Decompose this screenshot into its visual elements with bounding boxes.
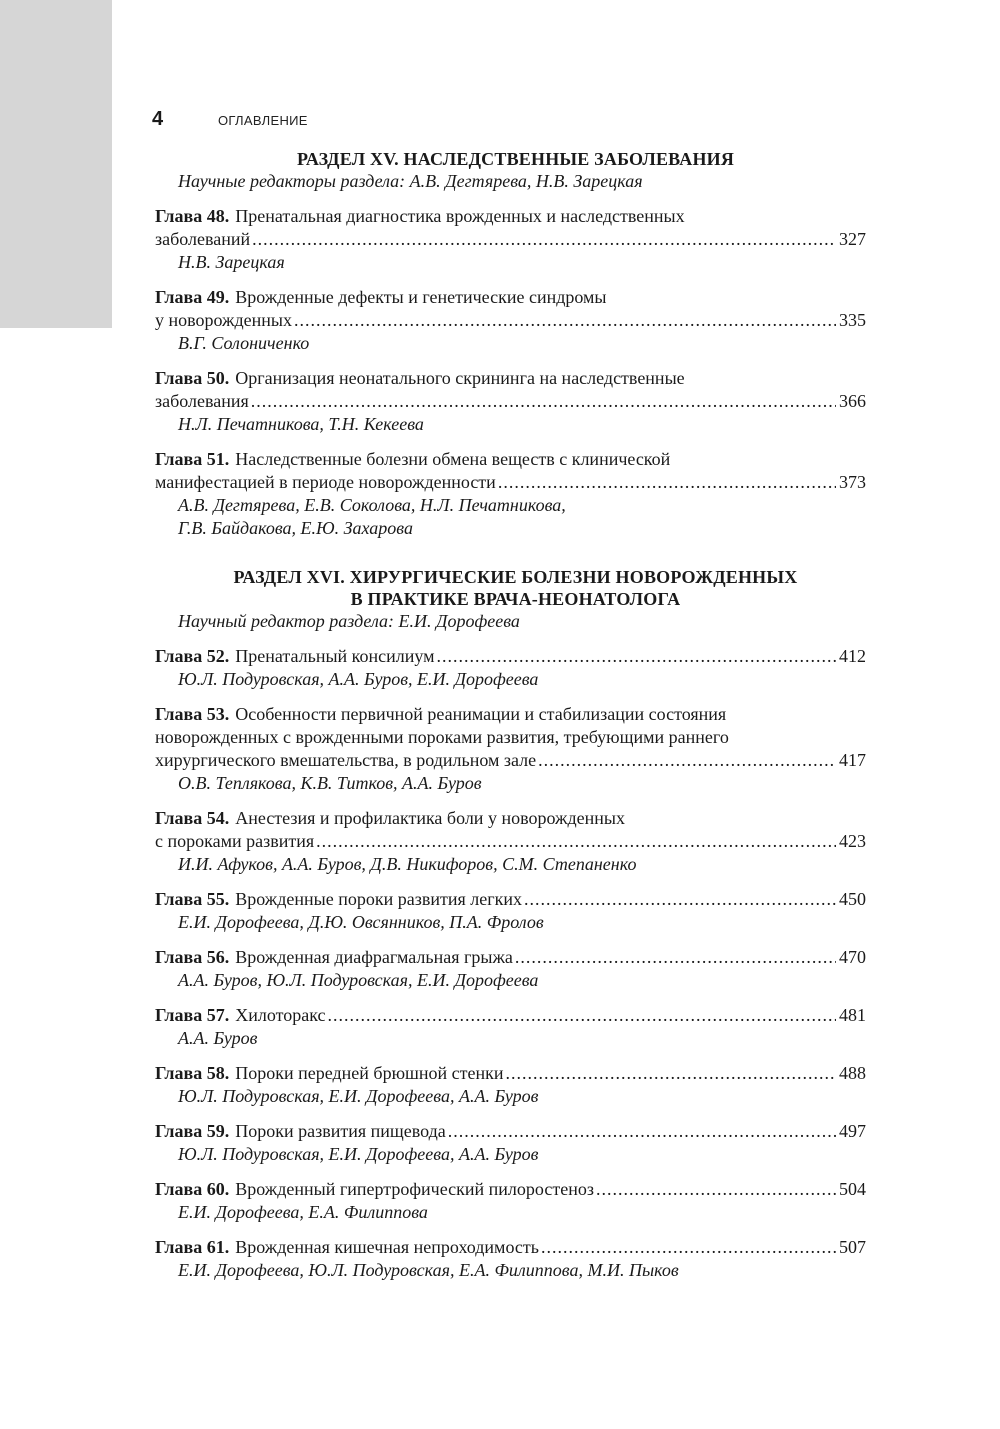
toc-entry-line [155,645,866,668]
toc-entry[interactable] [155,1178,866,1224]
toc-entry-line [155,703,866,726]
chapter-title: Врожденные пороки развития легких [235,889,522,909]
dot-leader [437,645,836,668]
toc-entry-line [155,205,866,228]
chapter-page-number: 423 [839,831,866,851]
chapter-title: Особенности первичной реанимации и стабилизации состояния [235,704,727,724]
dot-leader [596,1178,836,1201]
toc-entry-line [155,807,866,830]
dot-leader [515,946,836,969]
toc-entry-line [155,471,866,494]
chapter-title: Пренатальная диагностика врожденных и наследственных [235,206,685,226]
chapter-authors: А.А. Буров [178,1028,258,1048]
toc-entry-line [155,309,866,332]
chapter-title: Пренатальный консилиум [235,646,435,666]
dot-leader [506,1062,836,1085]
chapter-page-number: 470 [839,947,866,967]
toc-entry[interactable] [155,1062,866,1108]
chapter-authors: Е.И. Дорофеева, Е.А. Филиппова [178,1202,428,1222]
section-editors: Научный редактор раздела: Е.И. Дорофеева [178,611,520,631]
section-editors: Научные редакторы раздела: А.В. Дегтярева, Н.В. Зарецкая [178,171,643,191]
toc-entry-line [155,228,866,251]
chapter-authors: Ю.Л. Подуровская, А.А. Буров, Е.И. Дорофеева [178,669,539,689]
chapter-authors: Н.В. Зарецкая [178,252,285,272]
toc-entry[interactable] [155,367,866,436]
chapter-title: Врожденные дефекты и генетические синдромы [235,287,607,307]
section-title: РАЗДЕЛ XVI. ХИРУРГИЧЕСКИЕ БОЛЕЗНИ НОВОРОЖДЕННЫХ [233,567,798,587]
toc-entry-line [155,286,866,309]
dot-leader [524,888,836,911]
chapter-label: Глава 51. [155,449,230,469]
toc-entry[interactable] [155,703,866,795]
toc-entry-line [155,1004,866,1027]
page-number: 4 [152,108,164,130]
chapter-title: заболевания [155,391,249,411]
dot-leader [538,749,836,772]
chapter-label: Глава 50. [155,368,230,388]
chapter-authors: А.В. Дегтярева, Е.В. Соколова, Н.Л. Печатникова, [178,495,566,515]
chapter-page-number: 366 [839,391,866,411]
chapter-label: Глава 61. [155,1237,230,1257]
table-of-contents [155,148,866,1294]
chapter-title: Анестезия и профилактика боли у новорожденных [235,808,625,828]
chapter-label: Глава 53. [155,704,230,724]
chapter-label: Глава 58. [155,1063,230,1083]
chapter-page-number: 450 [839,889,866,909]
section-spacer [155,552,866,566]
chapter-authors: Е.И. Дорофеева, Д.Ю. Овсянников, П.А. Фролов [178,912,544,932]
chapter-page-number: 335 [839,310,866,330]
toc-entry[interactable] [155,946,866,992]
chapter-authors: Г.В. Байдакова, Е.Ю. Захарова [178,518,413,538]
chapter-page-number: 327 [839,229,866,249]
toc-entry-line [155,726,866,749]
chapter-title: новорожденных с врожденными пороками развития, требующими раннего [155,727,729,747]
section-title: РАЗДЕЛ XV. НАСЛЕДСТВЕННЫЕ ЗАБОЛЕВАНИЯ [296,149,735,169]
chapter-page-number: 481 [839,1005,866,1025]
chapter-title: Врожденная кишечная непроходимость [235,1237,539,1257]
toc-entry-line [155,1062,866,1085]
chapter-page-number: 417 [839,750,866,770]
spacer [155,633,866,645]
dot-leader [498,471,836,494]
toc-entry-line [155,1178,866,1201]
chapter-title: Организация неонатального скрининга на наследственные [235,368,685,388]
chapter-label: Глава 55. [155,889,230,909]
chapter-title: Врожденная диафрагмальная грыжа [235,947,513,967]
toc-entry-line [155,830,866,853]
chapter-authors: Н.Л. Печатникова, Т.Н. Кекеева [178,414,424,434]
chapter-authors: Е.И. Дорофеева, Ю.Л. Подуровская, Е.А. Филиппова, М.И. Пыков [178,1260,679,1280]
chapter-label: Глава 56. [155,947,230,967]
chapter-title: у новорожденных [155,310,293,330]
chapter-title: Врожденный гипертрофический пилоростеноз [235,1179,594,1199]
chapter-title: Пороки передней брюшной стенки [235,1063,504,1083]
chapter-page-number: 507 [839,1237,866,1257]
section-title: В ПРАКТИКЕ ВРАЧА-НЕОНАТОЛОГА [350,589,681,609]
chapter-authors: В.Г. Солониченко [178,333,310,353]
toc-entry-line [155,367,866,390]
dot-leader [251,390,836,413]
chapter-authors: Ю.Л. Подуровская, Е.И. Дорофеева, А.А. Буров [178,1086,539,1106]
chapter-authors: А.А. Буров, Ю.Л. Подуровская, Е.И. Дорофеева [178,970,539,990]
chapter-page-number: 373 [839,472,866,492]
dot-leader [252,228,836,251]
toc-entry-line [155,1120,866,1143]
chapter-label: Глава 59. [155,1121,230,1141]
toc-entry-line [155,390,866,413]
chapter-label: Глава 52. [155,646,230,666]
chapter-label: Глава 54. [155,808,230,828]
toc-entry[interactable] [155,286,866,355]
toc-entry-line [155,448,866,471]
toc-entry[interactable] [155,1236,866,1282]
dot-leader [316,830,836,853]
running-header [152,108,308,132]
toc-entry[interactable] [155,448,866,540]
chapter-title: манифестацией в периоде новорожденности [155,472,496,492]
dot-leader [541,1236,836,1259]
chapter-page-number: 412 [839,646,866,666]
chapter-page-number: 497 [839,1121,866,1141]
dot-leader [294,309,836,332]
toc-entry[interactable] [155,1120,866,1166]
toc-entry-line [155,946,866,969]
toc-section [155,566,866,1282]
page-side-tab [0,0,112,328]
chapter-page-number: 504 [839,1179,866,1199]
running-header-title: ОГЛАВЛЕНИЕ [218,113,308,128]
chapter-authors: О.В. Теплякова, К.В. Титков, А.А. Буров [178,773,482,793]
toc-entry[interactable] [155,205,866,274]
dot-leader [328,1004,836,1027]
chapter-label: Глава 57. [155,1005,230,1025]
spacer [155,193,866,205]
chapter-label: Глава 60. [155,1179,230,1199]
toc-entry-line [155,888,866,911]
chapter-title: Пороки развития пищевода [235,1121,446,1141]
toc-entry[interactable] [155,645,866,691]
chapter-label: Глава 49. [155,287,230,307]
toc-entry[interactable] [155,807,866,876]
chapter-authors: Ю.Л. Подуровская, Е.И. Дорофеева, А.А. Буров [178,1144,539,1164]
toc-section [155,148,866,540]
chapter-title: Хилоторакс [235,1005,326,1025]
chapter-authors: И.И. Афуков, А.А. Буров, Д.В. Никифоров, С.М. Степаненко [178,854,637,874]
toc-entry[interactable] [155,1004,866,1050]
toc-entry-line [155,1236,866,1259]
dot-leader [448,1120,836,1143]
chapter-title: хирургического вмешательства, в родильном зале [155,750,537,770]
chapter-label: Глава 48. [155,206,230,226]
chapter-title: заболеваний [155,229,251,249]
chapter-page-number: 488 [839,1063,866,1083]
toc-entry-line [155,749,866,772]
chapter-title: Наследственные болезни обмена веществ с клинической [235,449,671,469]
toc-entry[interactable] [155,888,866,934]
chapter-title: с пороками развития [155,831,315,851]
